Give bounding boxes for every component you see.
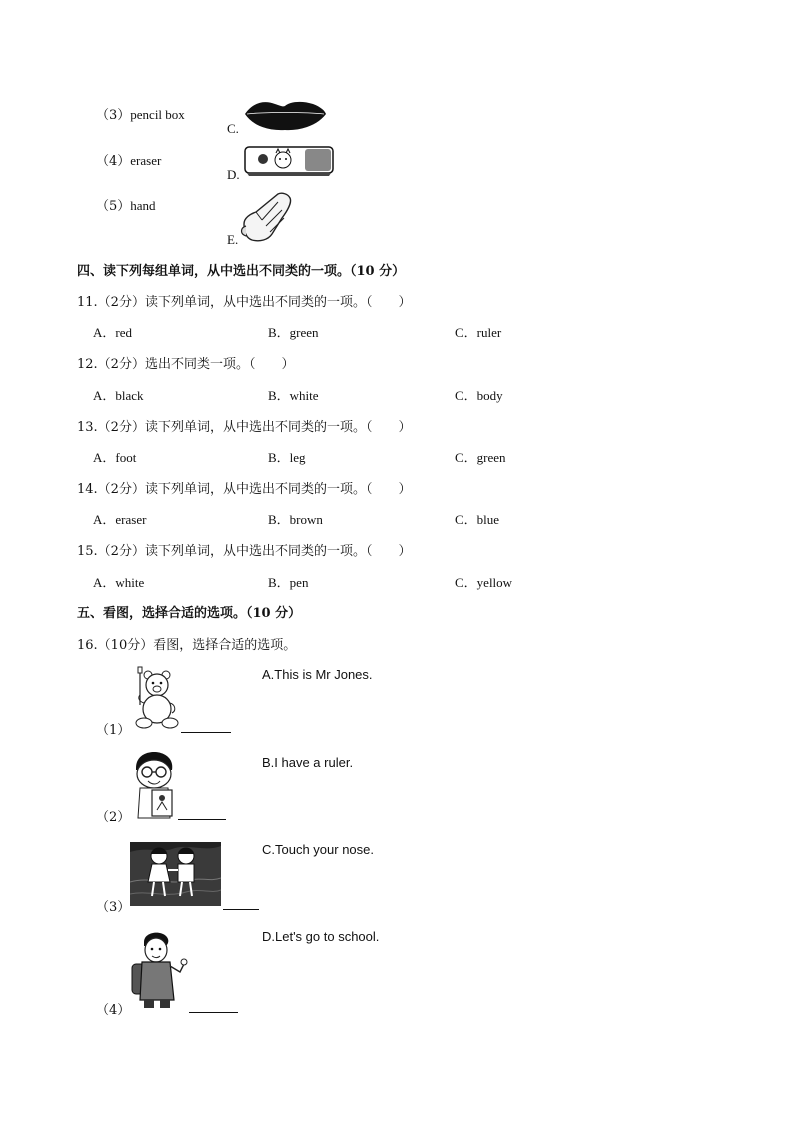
q13-option-a[interactable]: A．foot — [93, 450, 137, 465]
match-item-4 — [96, 150, 161, 169]
match-num: （3） — [96, 108, 131, 123]
match-word: eraser — [130, 153, 162, 168]
match-letter-c: C. — [227, 121, 239, 136]
q14-option-a[interactable]: A．eraser — [93, 512, 147, 527]
answer-blank-1[interactable] — [181, 722, 231, 733]
q12-option-a[interactable]: A．black — [93, 388, 144, 403]
section4-title: 四、读下列每组单词，从中选出不同类的一项。（10 分） — [77, 264, 406, 279]
match-num: （4） — [96, 154, 131, 169]
man-with-backpack-icon — [130, 930, 188, 1010]
picture-1-num: （1） — [96, 723, 131, 738]
q15-option-c[interactable]: C．yellow — [455, 575, 513, 590]
pencil-box-icon — [243, 144, 335, 178]
answer-blank-3[interactable] — [223, 899, 259, 910]
q14-option-c[interactable]: C．blue — [455, 512, 500, 527]
q15-option-b[interactable]: B．pen — [268, 575, 309, 590]
question-11-stem: 11.（2分）读下列单词，从中选出不同类的一项。（ ） — [77, 295, 412, 310]
q11-option-b[interactable]: B．green — [268, 325, 319, 340]
question-14-stem: 14.（2分）读下列单词，从中选出不同类的一项。（ ） — [77, 482, 412, 497]
q11-option-c[interactable]: C．ruler — [455, 325, 502, 340]
picture-3-num: （3） — [96, 900, 131, 915]
q12-option-b[interactable]: B．white — [268, 388, 319, 403]
choice-a: A.This is Mr Jones. — [262, 667, 373, 682]
answer-blank-4[interactable] — [189, 1002, 238, 1013]
question-16-stem: 16.（10分）看图，选择合适的选项。 — [77, 638, 297, 653]
q12-option-c[interactable]: C．body — [455, 388, 503, 403]
match-letter-e: E. — [227, 232, 239, 247]
answer-blank-2[interactable] — [178, 809, 226, 820]
q13-option-c[interactable]: C．green — [455, 450, 506, 465]
question-12-stem: 12.（2分）选出不同类一项。（ ） — [77, 357, 295, 372]
match-letter-d: D. — [227, 167, 240, 182]
match-num: （5） — [96, 199, 131, 214]
choice-d: D.Let's go to school. — [262, 929, 380, 944]
q14-option-b[interactable]: B．brown — [268, 512, 323, 527]
section5-title: 五、看图，选择合适的选项。（10 分） — [77, 606, 302, 621]
q15-option-a[interactable]: A．white — [93, 575, 145, 590]
lips-icon — [243, 98, 327, 132]
choice-b: B.I have a ruler. — [262, 755, 354, 770]
match-item-3 — [96, 104, 185, 123]
picture-4-num: （4） — [96, 1003, 131, 1018]
choice-c: C.Touch your nose. — [262, 842, 375, 857]
match-word: hand — [130, 198, 156, 213]
children-walking-icon — [130, 842, 221, 906]
match-word: pencil box — [130, 107, 185, 122]
question-13-stem: 13.（2分）读下列单词，从中选出不同类的一项。（ ） — [77, 420, 412, 435]
match-item-5 — [96, 195, 156, 214]
boy-with-card-icon — [130, 752, 180, 820]
question-15-stem: 15.（2分）读下列单词，从中选出不同类的一项。（ ） — [77, 544, 412, 559]
q13-option-b[interactable]: B．leg — [268, 450, 306, 465]
bear-icon — [130, 665, 180, 731]
q11-option-a[interactable]: A．red — [93, 325, 132, 340]
hand-icon — [238, 190, 294, 244]
picture-2-num: （2） — [96, 810, 131, 825]
